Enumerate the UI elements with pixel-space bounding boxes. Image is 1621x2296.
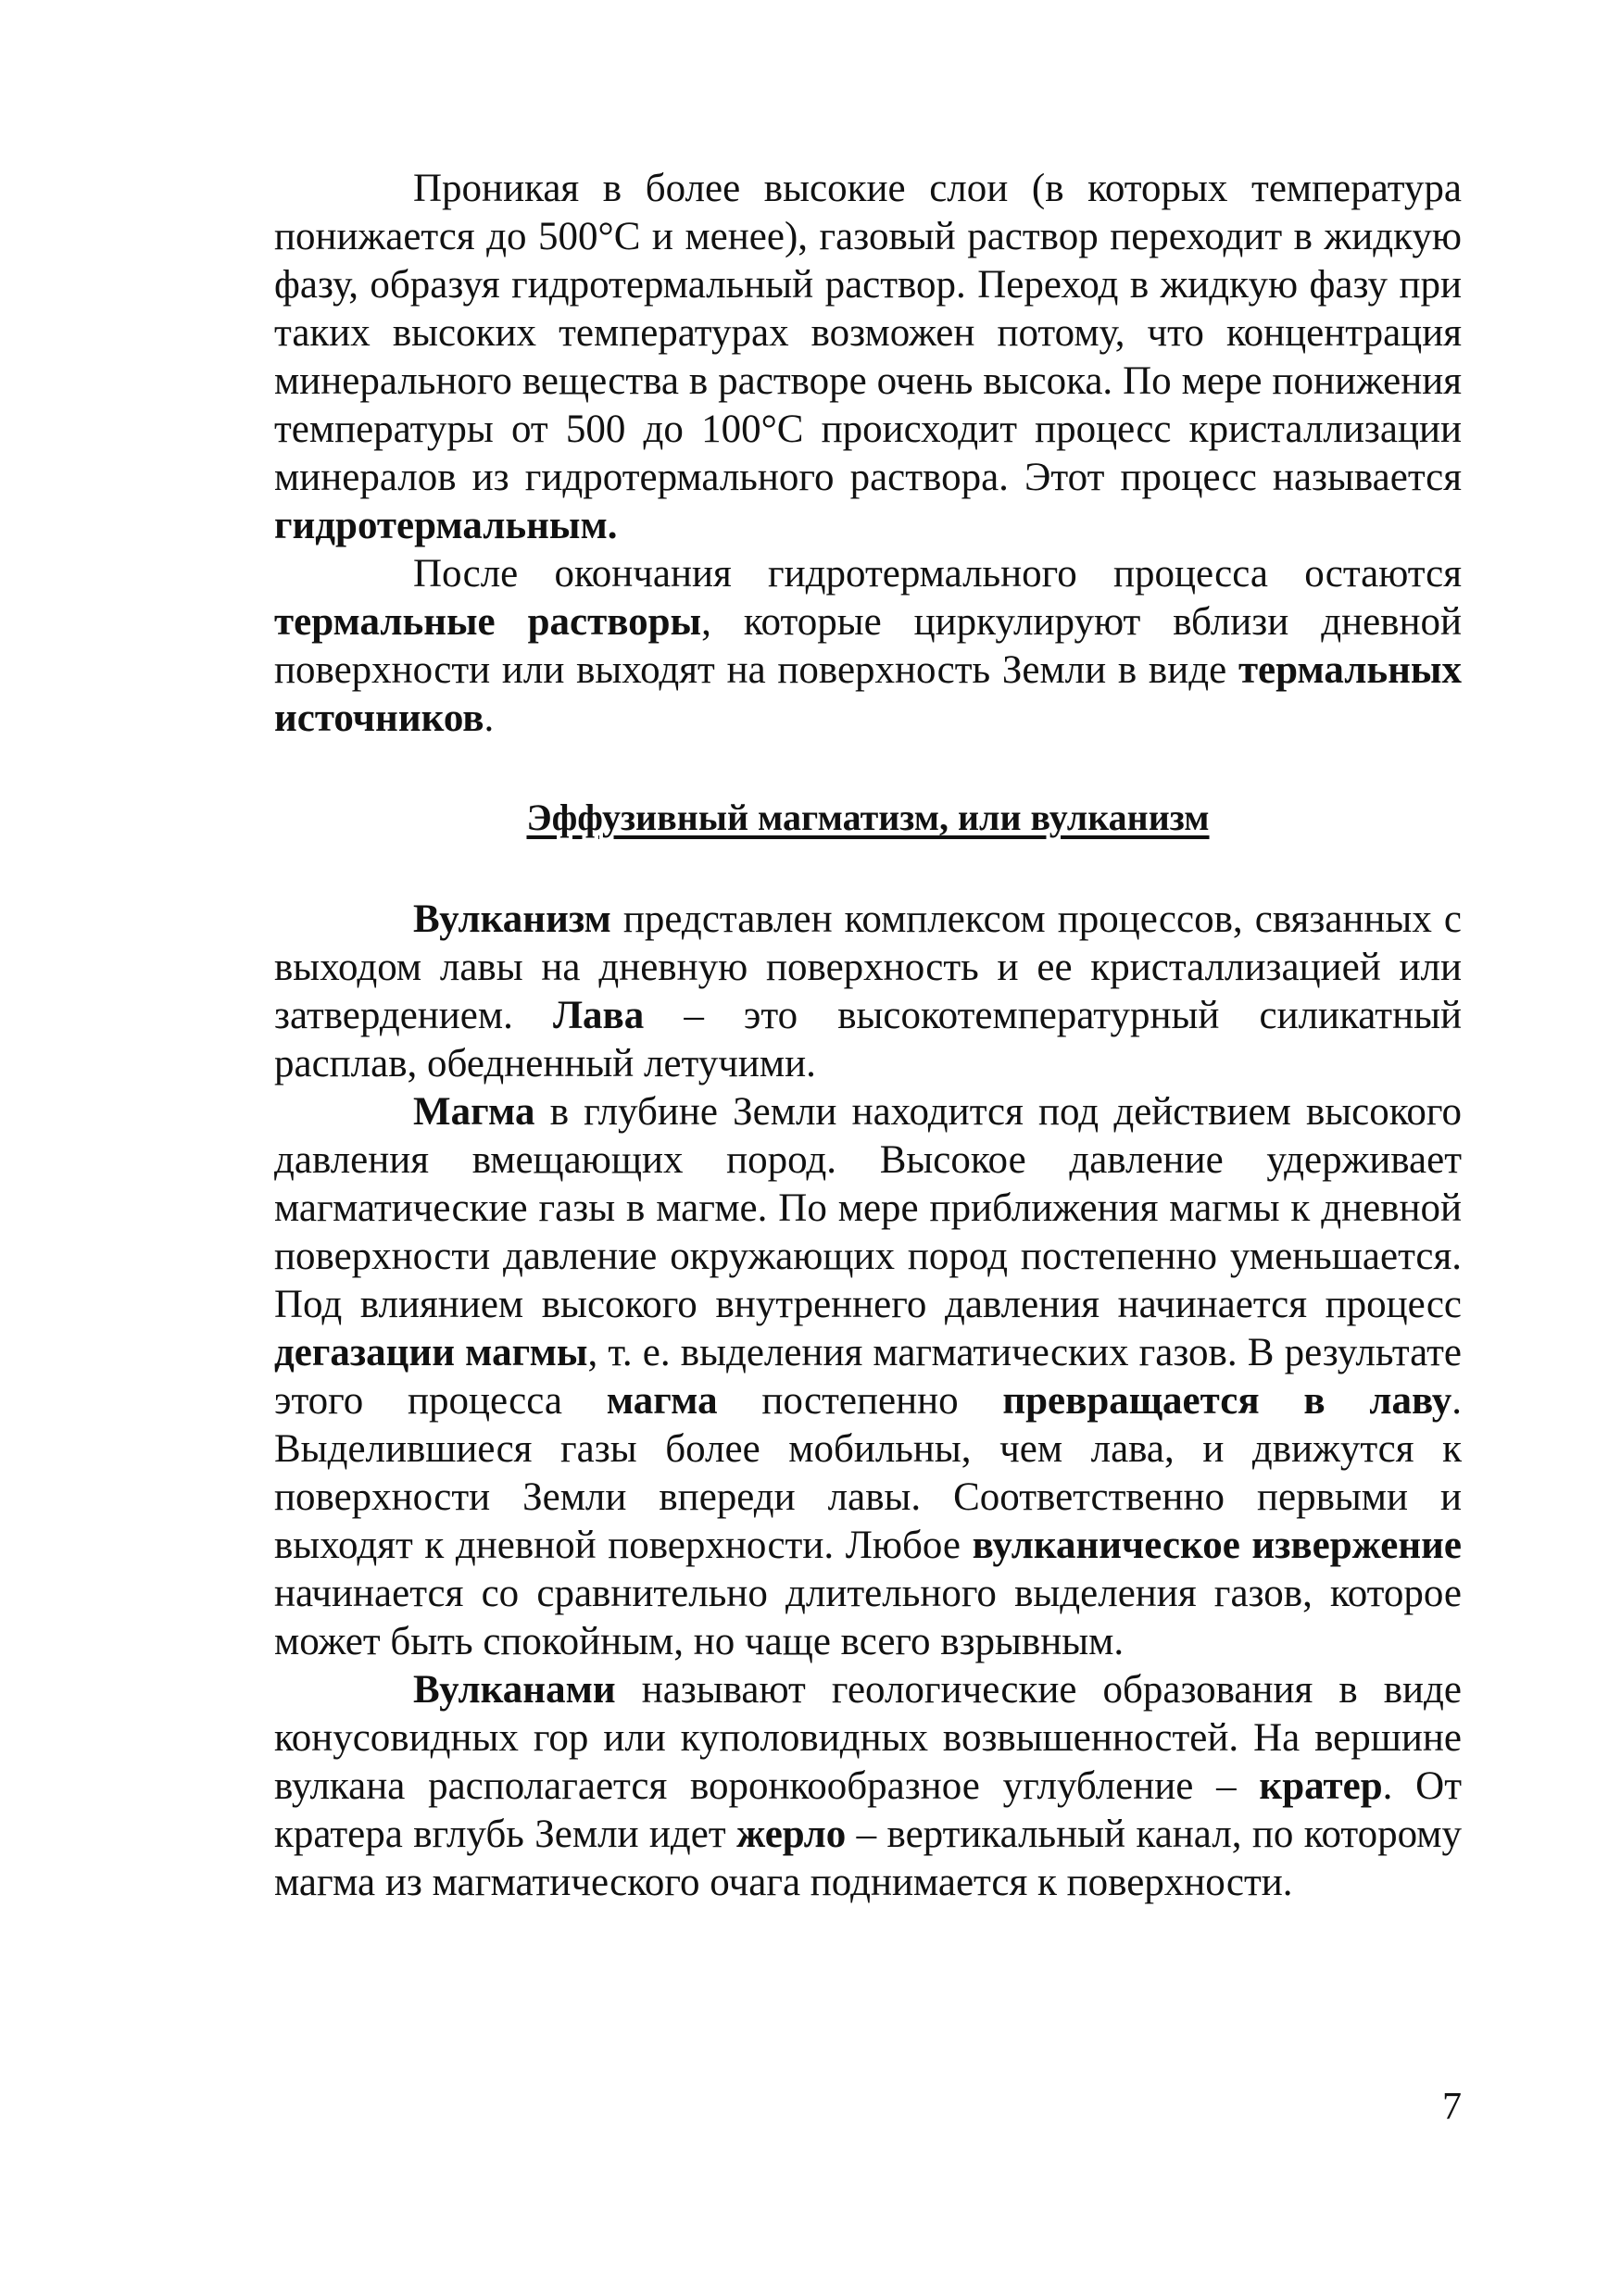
bold-term: магма bbox=[606, 1379, 718, 1423]
text-run: . Выделившиеся газы более мобильны, чем лава, и движутся к поверхности Земли впереди лавы. Соответственно первыми и выходят к дневной поверхности. Любое bbox=[274, 1379, 1462, 1567]
text-block-bottom bbox=[274, 896, 1462, 1907]
text-run: начинается со сравнительно длительного выделения газов, которое может быть спокойным, но чаще всего взрывным. bbox=[274, 1572, 1462, 1663]
section-heading: Эффузивный магматизм, или вулканизм bbox=[526, 797, 1210, 838]
text-run: , которые циркулируют вблизи дневной поверхности или выходят на поверхность Земли в виде bbox=[274, 600, 1462, 692]
text-run: – это высокотемпературный силикатный расплав, обедненный летучими. bbox=[274, 994, 1462, 1085]
bold-term: жерло bbox=[736, 1813, 847, 1856]
bold-term: термальные растворы bbox=[274, 600, 702, 644]
paragraph-volcanoes bbox=[274, 1666, 1462, 1907]
bold-term: Вулканами bbox=[413, 1668, 616, 1712]
text-block-top bbox=[274, 165, 1462, 743]
text-run: – вертикальный канал, по которому магма из магматического очага поднимается к поверхности. bbox=[274, 1813, 1462, 1904]
text-run: постепенно bbox=[717, 1379, 1003, 1423]
page-number: 7 bbox=[1442, 2086, 1462, 2128]
bold-term: Магма bbox=[413, 1090, 535, 1134]
text-run: . От кратера вглубь Земли идет bbox=[274, 1764, 1462, 1856]
bold-term: дегазации магмы bbox=[274, 1331, 588, 1374]
text-run: представлен комплексом процессов, связанных с выходом лавы на дневную поверхность и ее кристаллизацией или затвердением. bbox=[274, 897, 1462, 1037]
bold-term: Вулканизм bbox=[413, 897, 611, 941]
text-run: Проникая в более высокие слои (в которых температура понижается до 500°С и менее), газовый раствор переходит в жидкую фазу, образуя гидротермальный раствор. Переход в жидкую фазу при таких высоких температурах возможен потому, что концентрация минерального вещества в растворе очень высока. По мере понижения температуры от 500 до 100°С происходит процесс кристаллизации минералов из гидротермального раствора. Этот процесс называется bbox=[274, 167, 1462, 499]
bold-term: Лава bbox=[552, 994, 645, 1037]
bold-term: кратер bbox=[1259, 1764, 1383, 1808]
paragraph-hydrothermal bbox=[274, 165, 1462, 550]
bold-term: вулканическое извержение bbox=[972, 1524, 1462, 1567]
paragraph-thermal-solutions bbox=[274, 550, 1462, 743]
bold-term: термальных источников bbox=[274, 648, 1462, 740]
paragraph-magma bbox=[274, 1088, 1462, 1666]
paragraph-volcanism bbox=[274, 896, 1462, 1088]
text-run: . bbox=[484, 696, 495, 740]
page-body bbox=[274, 165, 1462, 1907]
text-run: После окончания гидротермального процесса остаются bbox=[413, 552, 1462, 596]
bold-term: гидротермальным. bbox=[274, 504, 618, 547]
bold-term: превращается в лаву bbox=[1002, 1379, 1452, 1423]
text-run: в глубине Земли находится под действием высокого давления вмещающих пород. Высокое давление удерживает магматические газы в магме. По мере приближения магмы к дневной поверхности давление окружающих пород постепенно уменьшается. Под влиянием высокого внутреннего давления начинается процесс bbox=[274, 1090, 1462, 1326]
text-run: называют геологические образования в виде конусовидных гор или куполовидных возвышенностей. На вершине вулкана располагается воронкообразное углубление – bbox=[274, 1668, 1462, 1808]
text-run: , т. е. выделения магматических газов. В результате этого процесса bbox=[274, 1331, 1462, 1423]
